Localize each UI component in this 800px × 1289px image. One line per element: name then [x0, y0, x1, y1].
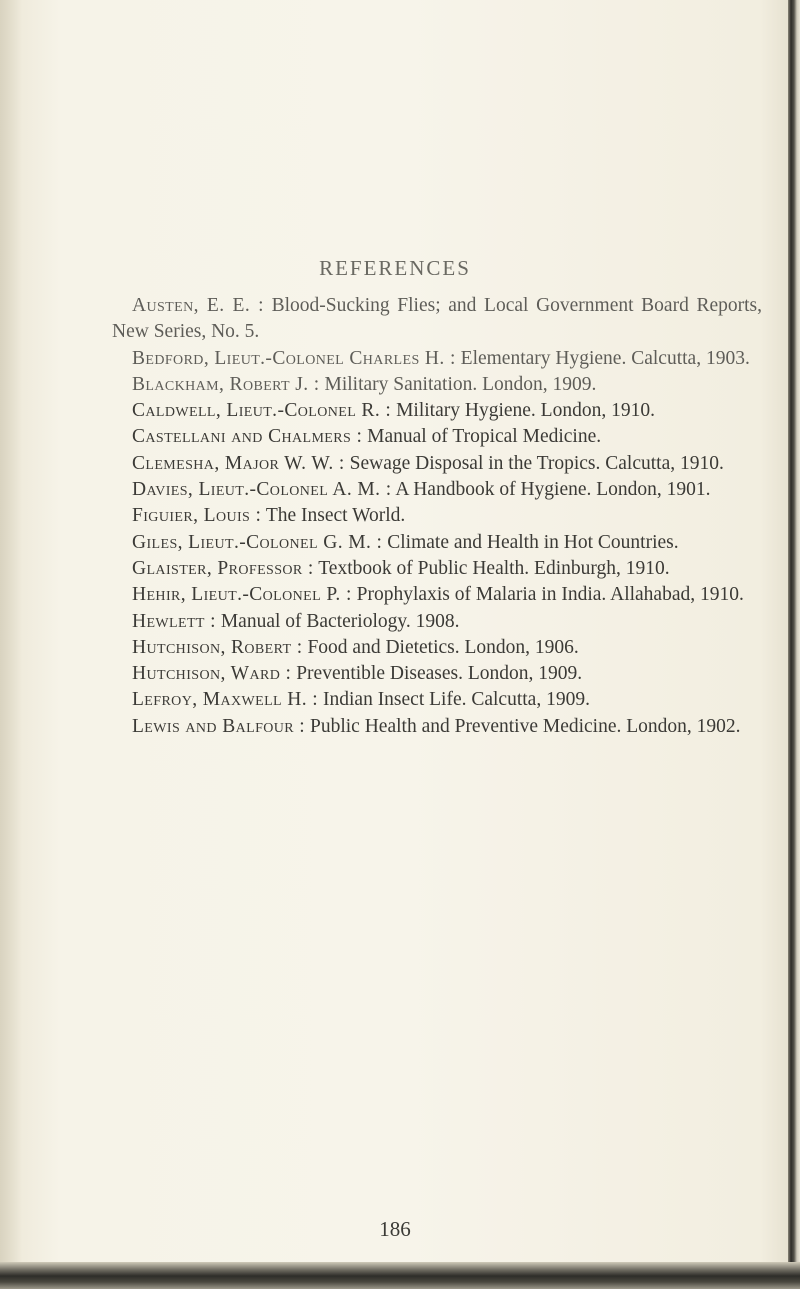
reference-entry: [112, 424, 762, 450]
reference-entry: [112, 714, 762, 740]
reference-title: Blood-Sucking Flies; and Local Government Board Reports, New Series, No. 5.: [112, 295, 762, 343]
reference-entry: [112, 530, 762, 556]
reference-title: Sewage Disposal in the Tropics. Calcutta, 1910.: [344, 452, 724, 474]
reference-title: Indian Insect Life. Calcutta, 1909.: [318, 689, 590, 711]
reference-title: Military Sanitation. London, 1909.: [319, 373, 597, 395]
reference-author: Lewis and Balfour :: [132, 715, 306, 737]
reference-entry: [112, 582, 762, 608]
reference-title: Preventible Diseases. London, 1909.: [291, 663, 583, 685]
reference-entry: [112, 372, 762, 398]
page-number: 186: [379, 1217, 411, 1241]
reference-author: Hehir, Lieut.-Colonel P. :: [132, 584, 352, 606]
reference-author: Davies, Lieut.-Colonel A. M. :: [132, 479, 392, 501]
reference-title: Manual of Tropical Medicine.: [362, 426, 602, 448]
reference-title: Manual of Bacteriology. 1908.: [215, 610, 460, 632]
reference-author: Castellani and Chalmers :: [132, 426, 363, 448]
reference-author: Figuier, Louis :: [132, 505, 262, 527]
reference-title: Textbook of Public Health. Edinburgh, 1910.: [313, 557, 670, 579]
reference-author: Hutchison, Robert :: [132, 636, 303, 658]
reference-title: Public Health and Preventive Medicine. London, 1902.: [305, 715, 741, 737]
reference-entry: [112, 635, 762, 661]
page-right-edge: [788, 0, 800, 1289]
page-bottom-edge: [0, 1262, 800, 1289]
reference-title: The Insect World.: [261, 505, 406, 527]
reference-author: Austen, E. E. :: [132, 295, 264, 316]
reference-entry: [112, 503, 762, 529]
reference-entry: [112, 687, 762, 713]
reference-author: Caldwell, Lieut.-Colonel R. :: [132, 400, 392, 422]
reference-author: Lefroy, Maxwell H. :: [132, 689, 319, 711]
reference-title: Prophylaxis of Malaria in India. Allahabad, 1910.: [351, 584, 744, 606]
reference-list: [112, 293, 762, 740]
reference-entry: [112, 477, 762, 503]
page-heading: REFERENCES: [319, 256, 471, 280]
reference-entry: [112, 609, 762, 635]
reference-author: Glaister, Professor :: [132, 557, 314, 579]
reference-author: Bedford, Lieut.-Colonel Charles H. :: [132, 347, 456, 369]
reference-entry: [112, 556, 762, 582]
reference-entry: [112, 451, 762, 477]
reference-title: Elementary Hygiene. Calcutta, 1903.: [455, 347, 750, 369]
reference-entry: [112, 398, 762, 424]
reference-entry: [112, 661, 762, 687]
reference-author: Clemesha, Major W. W. :: [132, 452, 345, 474]
reference-title: Climate and Health in Hot Countries.: [382, 531, 679, 553]
reference-entry: [112, 346, 762, 372]
reference-title: A Handbook of Hygiene. London, 1901.: [391, 479, 711, 501]
reference-title: Food and Dietetics. London, 1906.: [302, 636, 579, 658]
page-gutter-shadow: [0, 0, 22, 1289]
reference-entry: [112, 293, 762, 346]
reference-author: Hewlett :: [132, 610, 216, 632]
reference-author: Giles, Lieut.-Colonel G. M. :: [132, 531, 383, 553]
reference-author: Blackham, Robert J. :: [132, 373, 320, 395]
reference-title: Military Hygiene. London, 1910.: [391, 400, 655, 422]
reference-author: Hutchison, Ward :: [132, 663, 292, 685]
